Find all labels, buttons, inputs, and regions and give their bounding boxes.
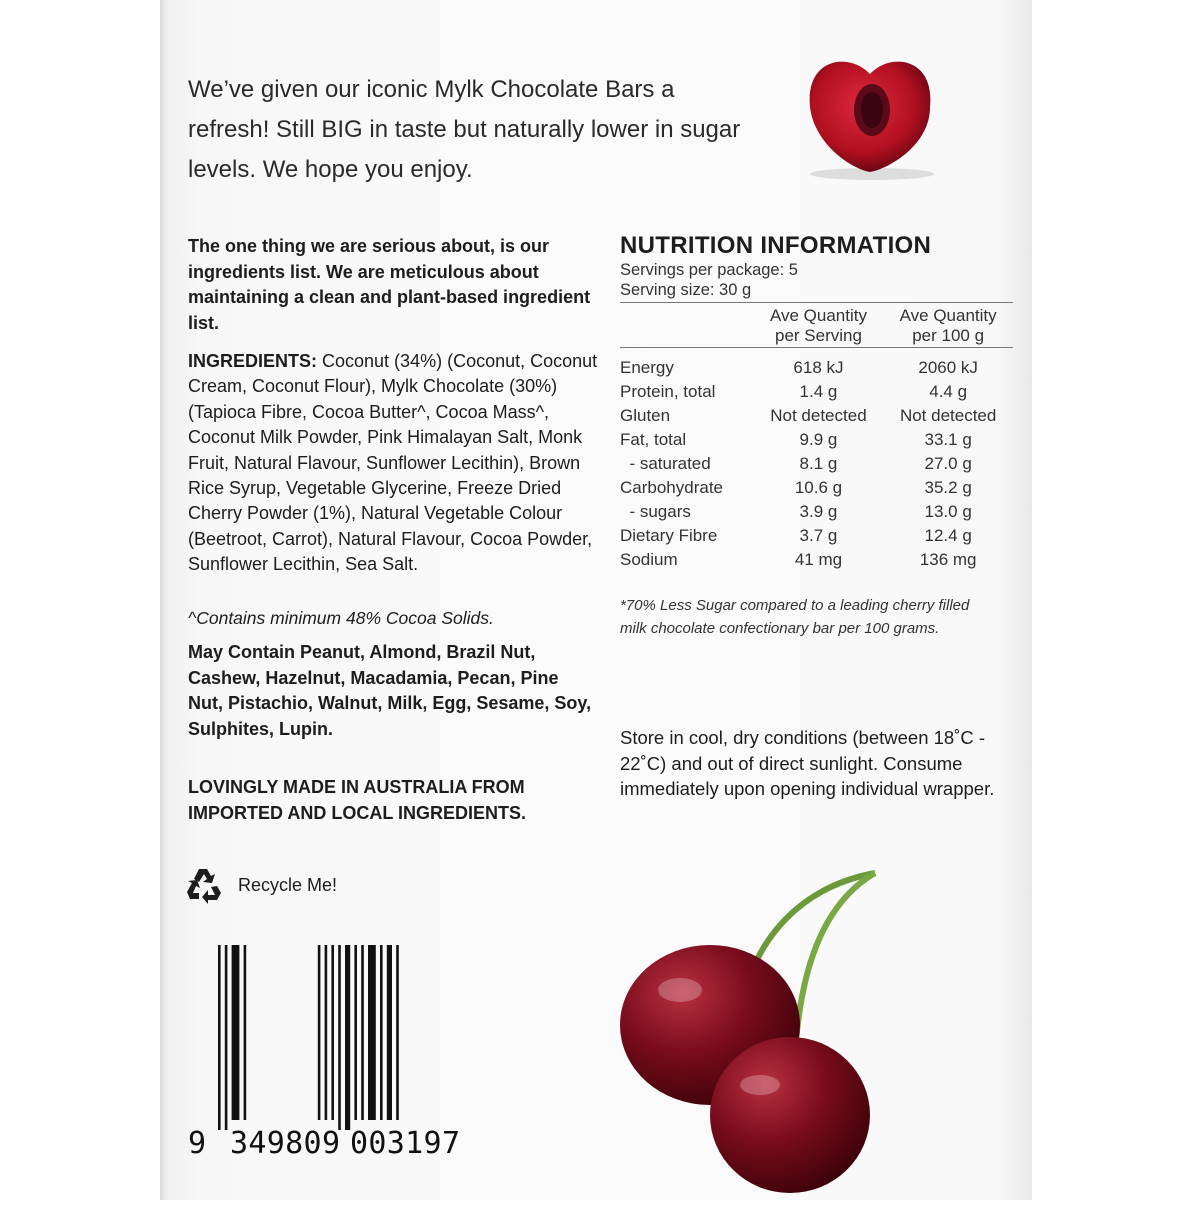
barcode-bar — [368, 945, 376, 1120]
barcode-bar — [218, 945, 221, 1130]
nutrition-panel — [620, 232, 1013, 572]
per-serving-value: 41 mg — [794, 550, 843, 569]
nutrition-row — [620, 476, 1013, 500]
recycle-icon — [184, 866, 224, 904]
barcode-digit-first: 9 — [188, 1126, 207, 1155]
barcode-bar — [345, 945, 350, 1130]
ingredients-label: INGREDIENTS: — [188, 351, 318, 371]
nutrition-table — [620, 302, 1013, 572]
barcode-bar — [331, 945, 334, 1120]
intro-text: We’ve given our iconic Mylk Chocolate Bars a refresh! Still BIG in taste but naturally lower in sugar levels. We hope you enjoy. — [188, 76, 741, 183]
barcode-bar — [318, 945, 321, 1120]
serving-size: Serving size: 30 g — [620, 281, 752, 299]
allergen-statement: May Contain Peanut, Almond, Brazil Nut, Cashew, Hazelnut, Macadamia, Pecan, Pine Nut, Pistachio, Walnut, Milk, Egg, Sesame, Soy, Sulphites, Lupin. — [188, 642, 592, 739]
nutrition-row — [620, 524, 1013, 548]
barcode-bar — [325, 945, 328, 1120]
per-100g-value: 2060 kJ — [918, 358, 978, 377]
barcode-bar — [396, 945, 399, 1120]
nutrient-name: Sodium — [620, 550, 678, 569]
barcode-digits-right: 003197 — [350, 1126, 460, 1155]
column-header-per-serving: Ave Quantity per Serving — [754, 303, 884, 348]
per-serving-value: 618 kJ — [793, 358, 844, 377]
ingredients-text: Coconut (34%) (Coconut, Coconut Cream, Coconut Flour), Mylk Chocolate (30%) (Tapioca Fibre, Cocoa Butter^, Cocoa Mass^, Coconut Milk Powder, Pink Himalayan Salt, Monk Fruit, Natural Flavour, Sunflower Lecithin), Brown Rice Syrup, Vegetable Glycerine, Freeze Dried Cherry Powder (1%), Natural Vegetable Colour (Beetroot, Carrot), Natural Flavour, Cocoa Powder, Sunflower Lecithin, Sea Salt. — [188, 351, 598, 575]
nutrient-name: Protein, total — [620, 382, 716, 401]
barcode-bar — [354, 945, 357, 1120]
per-100g-value: Not detected — [899, 406, 997, 425]
nutrition-title: NUTRITION INFORMATION — [620, 232, 932, 259]
barcode — [188, 945, 488, 1155]
nutrient-name: - sugars — [620, 502, 691, 521]
nutrient-name: Energy — [620, 358, 674, 377]
per-serving-value: 1.4 g — [799, 382, 838, 401]
recycle-badge — [184, 866, 337, 904]
per-100g-value: 136 mg — [919, 550, 977, 569]
cherries-image — [620, 865, 890, 1205]
nutrition-row — [620, 380, 1013, 404]
barcode-bar — [244, 945, 247, 1120]
per-serving-value: Not detected — [770, 406, 867, 425]
column-header-per-100g: Ave Quantity per 100 g — [883, 303, 1013, 348]
nutrition-row — [620, 428, 1013, 452]
barcode-digits-left: 349809 — [230, 1126, 340, 1155]
cocoa-note: ^Contains minimum 48% Cocoa Solids. — [188, 608, 494, 628]
per-100g-value: 4.4 g — [929, 382, 968, 401]
nutrient-name: Carbohydrate — [620, 478, 724, 497]
nutrient-name: - saturated — [620, 454, 711, 473]
servings-per-package: Servings per package: 5 — [620, 261, 798, 279]
per-100g-value: 33.1 g — [924, 430, 972, 449]
ingredients-intro: The one thing we are serious about, is our ingredients list. We are meticulous about maintaining a clean and plant-based ingredient list. — [188, 236, 591, 333]
nutrient-name: Gluten — [620, 406, 671, 425]
per-100g-value: 12.4 g — [924, 526, 972, 545]
per-serving-value: 10.6 g — [794, 478, 843, 497]
nutrient-name: Dietary Fibre — [620, 526, 718, 545]
ingredients-list — [188, 349, 608, 578]
barcode-bar — [361, 945, 364, 1120]
nutrient-name: Fat, total — [620, 430, 687, 449]
per-100g-value: 27.0 g — [924, 454, 972, 473]
barcode-bar — [338, 945, 341, 1130]
storage-instructions: Store in cool, dry conditions (between 18˚C - 22˚C) and out of direct sunlight. Consume immediately upon opening individual wrapper. — [620, 727, 995, 799]
origin-statement: LOVINGLY MADE IN AUSTRALIA FROM IMPORTED AND LOCAL INGREDIENTS. — [188, 777, 527, 823]
nutrition-row — [620, 452, 1013, 476]
nutrition-row — [620, 348, 1013, 381]
barcode-bar — [232, 945, 240, 1120]
per-100g-value: 13.0 g — [924, 502, 972, 521]
barcode-bar — [380, 945, 383, 1120]
barcode-bar — [225, 945, 228, 1130]
cherry-half-image — [790, 52, 950, 182]
nutrition-row — [620, 548, 1013, 572]
per-serving-value: 3.7 g — [799, 526, 838, 545]
nutrition-row — [620, 404, 1013, 428]
nutrition-row — [620, 500, 1013, 524]
recycle-label: Recycle Me! — [238, 874, 338, 895]
per-serving-value: 9.9 g — [799, 430, 838, 449]
barcode-bar — [387, 945, 392, 1120]
per-100g-value: 35.2 g — [924, 478, 972, 497]
per-serving-value: 3.9 g — [799, 502, 838, 521]
per-serving-value: 8.1 g — [799, 454, 838, 473]
sugar-footnote: *70% Less Sugar compared to a leading cherry filled milk chocolate confectionary bar per 100 grams. — [620, 597, 970, 637]
